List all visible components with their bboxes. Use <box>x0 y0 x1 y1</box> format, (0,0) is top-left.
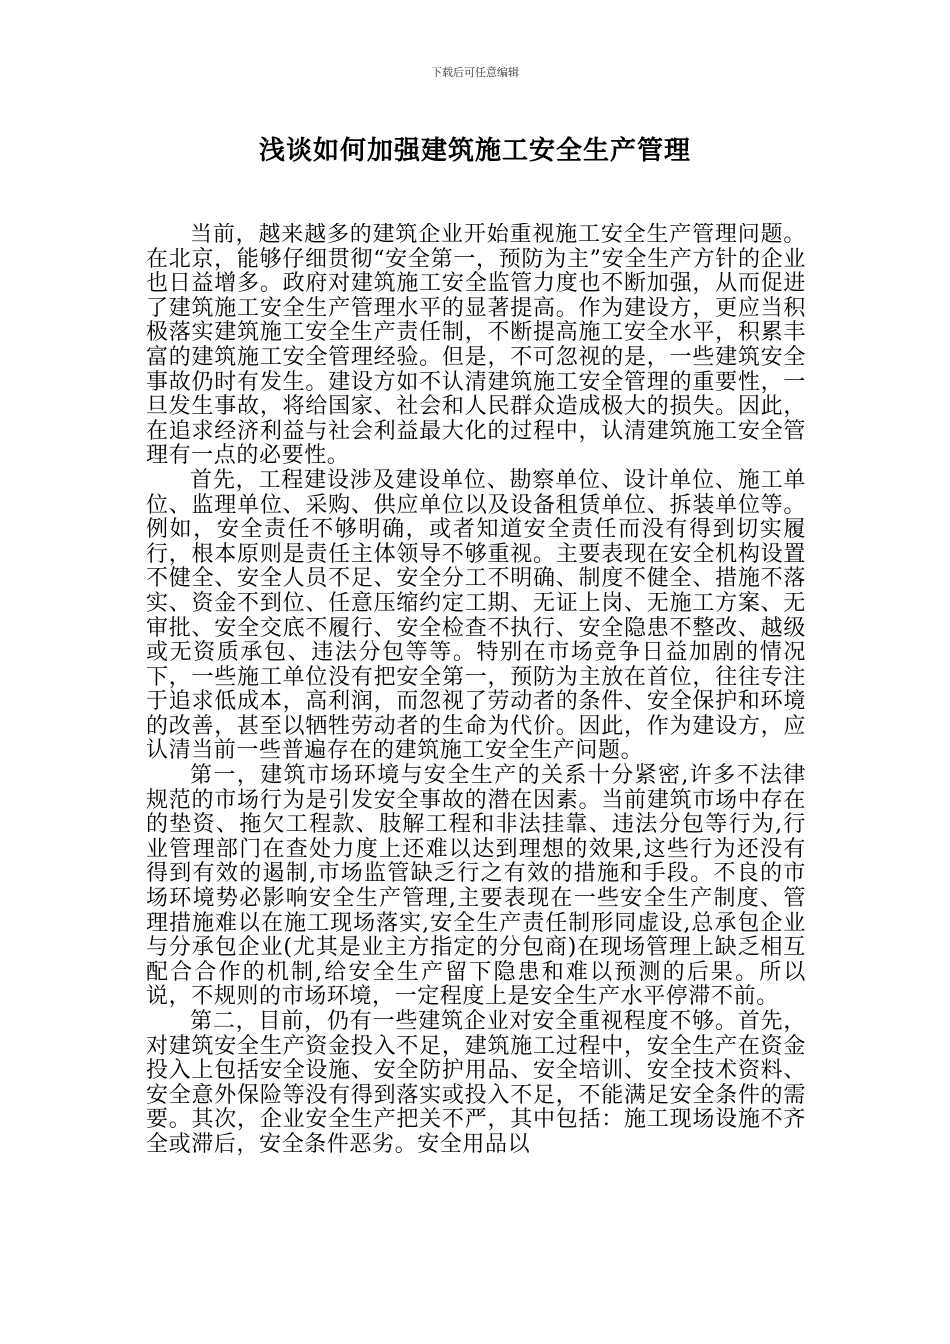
paragraph-point-two: 第二，目前，仍有一些建筑企业对安全重视程度不够。首先，对建筑安全生产资金投入不足，建筑施工过程中，安全生产在资金投入上包括安全设施、安全防护用品、安全培训、安全技术资料、安全意外保险等没有得到落实或投入不足，不能满足安全条件的需要。其次，企业安全生产把关不严，其中包括：施工现场设施不齐全或滞后，安全条件恶劣。安全用品以 <box>146 1009 806 1157</box>
paragraph-point-one: 第一，建筑市场环境与安全生产的关系十分紧密,许多不法律规范的市场行为是引发安全事故的潜在因素。当前建筑市场中存在的垫资、拖欠工程款、肢解工程和非法挂靠、违法分包等行为,行业管理部门在查处力度上还难以达到理想的效果,这些行为还没有得到有效的遏制,市场监管缺乏行之有效的措施和手段。不良的市场环境势必影响安全生产管理,主要表现在一些安全生产制度、管理措施难以在施工现场落实,安全生产责任制形同虚设,总承包企业与分承包企业(尤其是业主方指定的分包商)在现场管理上缺乏相互配合合作的机制,给安全生产留下隐患和难以预测的后果。所以说，不规则的市场环境，一定程度上是安全生产水平停滞不前。 <box>146 763 806 1010</box>
paragraph-intro: 当前，越来越多的建筑企业开始重视施工安全生产管理问题。在北京，能够仔细贯彻“安全第一，预防为主”安全生产方针的企业也日益增多。政府对建筑施工安全监管力度也不断加强，从而促进了建筑施工安全生产管理水平的显著提高。作为建设方，更应当积极落实建筑施工安全生产责任制，不断提高施工安全水平，积累丰富的建筑施工安全管理经验。但是，不可忽视的是，一些建筑安全事故仍时有发生。建设方如不认清建筑施工安全管理的重要性，一旦发生事故，将给国家、社会和人民群众造成极大的损失。因此，在追求经济利益与社会利益最大化的过程中，认清建筑施工安全管理有一点的必要性。 <box>146 223 806 469</box>
header-note: 下载后可任意编辑 <box>431 66 519 79</box>
paragraph-first: 首先，工程建设涉及建设单位、勘察单位、设计单位、施工单位、监理单位、采购、供应单位以及设备租赁单位、拆装单位等。例如，安全责任不够明确，或者知道安全责任而没有得到切实履行，根本原则是责任主体领导不够重视。主要表现在安全机构设置不健全、安全人员不足、安全分工不明确、制度不健全、措施不落实、资金不到位、任意压缩约定工期、无证上岗、无施工方案、无审批、安全交底不履行、安全检查不执行、安全隐患不整改、越级或无资质承包、违法分包等等。特别在市场竞争日益加剧的情况下，一些施工单位没有把安全第一，预防为主放在首位，往往专注于追求低成本，高利润，而忽视了劳动者的条件、安全保护和环境的改善，甚至以牺牲劳动者的生命为代价。因此，作为建设方，应认清当前一些普遍存在的建筑施工安全生产问题。 <box>146 467 806 764</box>
document-body <box>146 223 806 1233</box>
document-title: 浅谈如何加强建筑施工安全生产管理 <box>258 136 691 166</box>
